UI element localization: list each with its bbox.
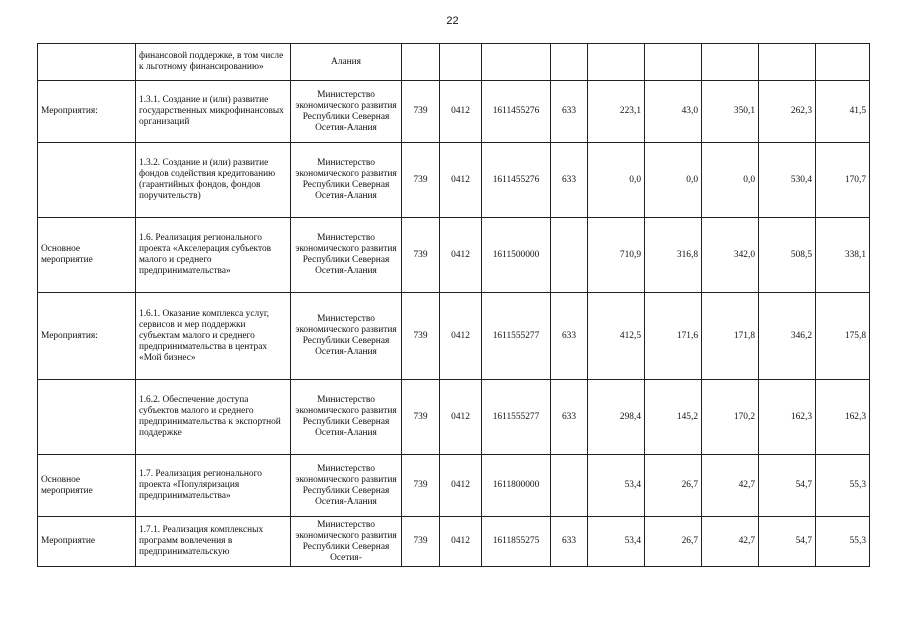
row-value-2-cell: 171,6 [645,293,702,380]
row-name-cell: финансовой поддержке, в том числе к льготному финансированию» [136,44,291,81]
row-value-5-cell: 175,8 [816,293,870,380]
row-csr-cell: 1611800000 [482,455,551,517]
row-value-4-cell [759,44,816,81]
row-vr-cell: 633 [551,293,588,380]
row-value-4-cell: 54,7 [759,517,816,567]
row-value-4-cell: 162,3 [759,380,816,455]
row-rz-cell: 0412 [440,218,482,293]
row-rz-cell: 0412 [440,293,482,380]
row-value-4-cell: 346,2 [759,293,816,380]
row-value-1-cell: 53,4 [588,455,645,517]
page-number: 22 [446,15,459,27]
row-value-5-cell: 162,3 [816,380,870,455]
row-value-4-cell: 530,4 [759,143,816,218]
row-value-2-cell: 316,8 [645,218,702,293]
row-value-5-cell: 41,5 [816,81,870,143]
row-value-1-cell: 0,0 [588,143,645,218]
row-executor-cell: Министерство экономического развития Республики Северная Осетия-Алания [291,143,402,218]
row-rz-cell: 0412 [440,455,482,517]
row-name-cell: 1.6.1. Оказание комплекса услуг, сервисов и мер поддержки субъектам малого и среднего предпринимательства в центрах «Мой бизнес» [136,293,291,380]
row-executor-cell: Министерство экономического развития Республики Северная Осетия-Алания [291,293,402,380]
row-name-cell: 1.6. Реализация регионального проекта «Акселерация субъектов малого и среднего предпринимательства» [136,218,291,293]
row-executor-cell: Министерство экономического развития Республики Северная Осетия- [291,517,402,567]
row-value-1-cell: 710,9 [588,218,645,293]
row-name-cell: 1.6.2. Обеспечение доступа субъектов малого и среднего предпринимательства к экспортной поддержке [136,380,291,455]
row-value-3-cell: 0,0 [702,143,759,218]
row-value-5-cell: 338,1 [816,218,870,293]
row-value-2-cell: 145,2 [645,380,702,455]
row-value-3-cell: 42,7 [702,455,759,517]
table-row [38,44,870,81]
row-name-cell: 1.3.2. Создание и (или) развитие фондов содействия кредитованию (гарантийных фондов, фондов поручительств) [136,143,291,218]
table-row [38,218,870,293]
row-value-3-cell: 170,2 [702,380,759,455]
row-vr-cell [551,455,588,517]
row-csr-cell: 1611555277 [482,293,551,380]
budget-table [37,43,870,567]
table-row [38,81,870,143]
row-value-1-cell: 298,4 [588,380,645,455]
row-value-3-cell: 350,1 [702,81,759,143]
row-vr-cell: 633 [551,81,588,143]
row-value-1-cell: 223,1 [588,81,645,143]
row-vr-cell: 633 [551,380,588,455]
row-value-5-cell: 55,3 [816,455,870,517]
row-value-3-cell: 171,8 [702,293,759,380]
row-type-cell: Мероприятия: [38,81,136,143]
row-vr-cell [551,218,588,293]
row-rz-cell: 0412 [440,380,482,455]
row-value-4-cell: 508,5 [759,218,816,293]
row-grbs-cell [402,44,440,81]
row-value-5-cell [816,44,870,81]
row-csr-cell: 1611500000 [482,218,551,293]
row-csr-cell [482,44,551,81]
row-grbs-cell: 739 [402,143,440,218]
row-rz-cell: 0412 [440,143,482,218]
table-row [38,293,870,380]
row-executor-cell: Министерство экономического развития Республики Северная Осетия-Алания [291,455,402,517]
row-rz-cell [440,44,482,81]
row-value-2-cell: 26,7 [645,517,702,567]
row-vr-cell [551,44,588,81]
row-type-cell [38,143,136,218]
row-grbs-cell: 739 [402,455,440,517]
row-vr-cell: 633 [551,517,588,567]
row-value-2-cell [645,44,702,81]
row-value-4-cell: 54,7 [759,455,816,517]
table-row [38,517,870,567]
row-grbs-cell: 739 [402,218,440,293]
row-value-5-cell: 170,7 [816,143,870,218]
row-csr-cell: 1611455276 [482,81,551,143]
row-value-3-cell [702,44,759,81]
row-csr-cell: 1611855275 [482,517,551,567]
row-value-3-cell: 342,0 [702,218,759,293]
row-name-cell: 1.7.1. Реализация комплексных программ вовлечения в предпринимательскую [136,517,291,567]
row-executor-cell: Алания [291,44,402,81]
row-csr-cell: 1611555277 [482,380,551,455]
row-vr-cell: 633 [551,143,588,218]
row-csr-cell: 1611455276 [482,143,551,218]
row-grbs-cell: 739 [402,517,440,567]
row-rz-cell: 0412 [440,81,482,143]
table-row [38,455,870,517]
row-rz-cell: 0412 [440,517,482,567]
row-value-2-cell: 43,0 [645,81,702,143]
row-type-cell: Мероприятия: [38,293,136,380]
row-name-cell: 1.3.1. Создание и (или) развитие государственных микрофинансовых организаций [136,81,291,143]
row-type-cell [38,44,136,81]
row-executor-cell: Министерство экономического развития Республики Северная Осетия-Алания [291,81,402,143]
table-row [38,143,870,218]
row-value-1-cell: 53,4 [588,517,645,567]
row-type-cell: Основное мероприятие [38,455,136,517]
row-value-1-cell [588,44,645,81]
row-value-5-cell: 55,3 [816,517,870,567]
row-grbs-cell: 739 [402,293,440,380]
row-type-cell [38,380,136,455]
row-value-3-cell: 42,7 [702,517,759,567]
row-value-4-cell: 262,3 [759,81,816,143]
table-row [38,380,870,455]
row-value-2-cell: 0,0 [645,143,702,218]
row-grbs-cell: 739 [402,380,440,455]
row-value-1-cell: 412,5 [588,293,645,380]
row-name-cell: 1.7. Реализация регионального проекта «Популяризация предпринимательства» [136,455,291,517]
row-type-cell: Мероприятие [38,517,136,567]
row-grbs-cell: 739 [402,81,440,143]
row-value-2-cell: 26,7 [645,455,702,517]
row-type-cell: Основное мероприятие [38,218,136,293]
row-executor-cell: Министерство экономического развития Республики Северная Осетия-Алания [291,380,402,455]
row-executor-cell: Министерство экономического развития Республики Северная Осетия-Алания [291,218,402,293]
